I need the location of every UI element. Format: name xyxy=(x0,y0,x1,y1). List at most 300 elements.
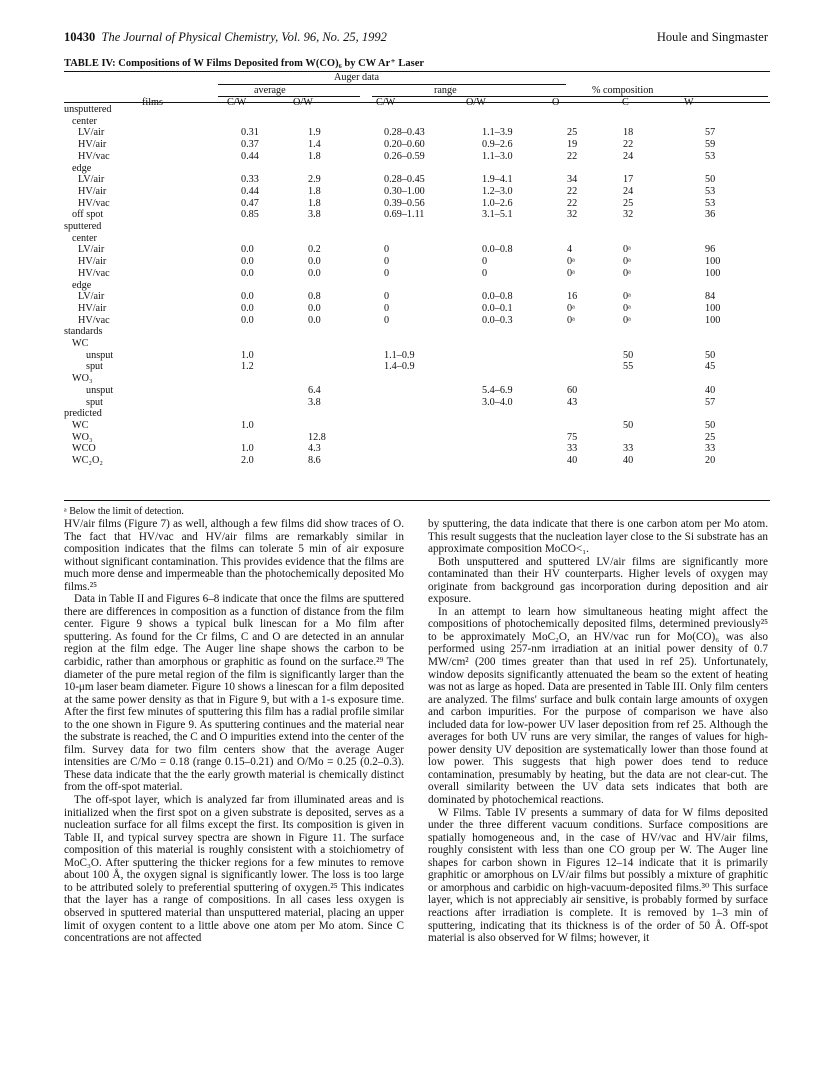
table-cell: 1.0–2.6 xyxy=(482,197,513,209)
row-label: LV/air xyxy=(78,244,105,256)
table-cell: 45 xyxy=(705,361,716,373)
group-average-header: average xyxy=(254,85,286,96)
table-cell: 0ᵃ xyxy=(623,302,631,314)
table-cell xyxy=(567,116,623,128)
table-row xyxy=(64,408,765,420)
table-cell: 33 xyxy=(567,443,578,455)
table-cell: 50 xyxy=(705,419,716,431)
table-cell xyxy=(623,280,705,292)
table-cell xyxy=(482,361,567,373)
table-cell xyxy=(384,420,482,432)
table-cell xyxy=(567,408,623,420)
table-cell xyxy=(241,373,308,385)
table-row xyxy=(64,455,765,467)
table-cell xyxy=(384,221,482,233)
col-header-o: O xyxy=(552,97,560,108)
table-cell: 17 xyxy=(623,174,634,186)
table-cell: 0.0 xyxy=(308,256,321,268)
table-cell: 0 xyxy=(384,291,390,303)
table-cell: 0 xyxy=(384,256,390,268)
table-row xyxy=(64,198,765,210)
table-cell xyxy=(705,104,765,116)
table-cell: 3.1–5.1 xyxy=(482,209,513,221)
table-row xyxy=(64,186,765,198)
table-cell: 0ᵃ xyxy=(623,244,631,256)
table-cell: 0ᵃ xyxy=(567,267,575,279)
table-cell: 75 xyxy=(567,431,578,443)
table-cell xyxy=(482,443,567,455)
table-cell: 57 xyxy=(705,396,716,408)
table-cell: 0ᵃ xyxy=(623,314,631,326)
table-cell: 0.0–0.1 xyxy=(482,302,513,314)
table-cell xyxy=(308,408,384,420)
table-cell: 50 xyxy=(623,419,634,431)
table-top-rule xyxy=(64,71,770,72)
table-cell: 0.37 xyxy=(241,139,259,151)
table-cell xyxy=(241,163,308,175)
row-label: WO₃ xyxy=(72,431,93,443)
table-cell: 55 xyxy=(623,361,634,373)
table-cell: 96 xyxy=(705,244,716,256)
table-cell: 0.47 xyxy=(241,197,259,209)
row-label: standards xyxy=(64,326,103,338)
col-header-avg-ow: O/W xyxy=(293,97,313,108)
table-cell xyxy=(567,163,623,175)
table-cell xyxy=(308,420,384,432)
table-cell xyxy=(623,432,705,444)
table-cell xyxy=(241,408,308,420)
table-row xyxy=(64,303,765,315)
table-cell xyxy=(241,104,308,116)
table-row xyxy=(64,280,765,292)
row-label: HV/vac xyxy=(78,197,110,209)
table-row xyxy=(64,244,765,256)
table-cell xyxy=(567,233,623,245)
table-cell xyxy=(705,326,765,338)
row-label: LV/air xyxy=(78,127,105,139)
row-label: WC₂O₂ xyxy=(72,455,103,467)
table-cell xyxy=(482,350,567,362)
row-label: WCO xyxy=(72,443,96,455)
table-row xyxy=(64,174,765,186)
table-cell: 0ᵃ xyxy=(567,314,575,326)
row-label: HV/air xyxy=(78,302,107,314)
table-cell: 25 xyxy=(705,431,716,443)
row-label: HV/air xyxy=(78,185,107,197)
table-cell xyxy=(308,116,384,128)
table-cell: 24 xyxy=(623,185,634,197)
table-cell xyxy=(308,338,384,350)
row-label: unsput xyxy=(86,349,114,361)
table-cell xyxy=(384,326,482,338)
table-cell: 3.0–4.0 xyxy=(482,396,513,408)
table-cell: 50 xyxy=(623,349,634,361)
table-cell xyxy=(567,326,623,338)
table-cell: 0.85 xyxy=(241,209,259,221)
table-cell xyxy=(623,233,705,245)
table-cell xyxy=(705,116,765,128)
table-cell: 0ᵃ xyxy=(623,256,631,268)
table-cell: 59 xyxy=(705,139,716,151)
table-cell: 100 xyxy=(705,256,721,268)
table-row xyxy=(64,361,765,373)
table-cell xyxy=(384,104,482,116)
table-cell: 0.0 xyxy=(241,302,254,314)
col-header-avg-cw: C/W xyxy=(227,97,247,108)
table-cell xyxy=(482,163,567,175)
table-cell xyxy=(623,326,705,338)
table-cell: 100 xyxy=(705,314,721,326)
table-cell xyxy=(567,361,623,373)
table-cell xyxy=(384,443,482,455)
table-bottom-rule xyxy=(64,500,770,501)
row-label: HV/vac xyxy=(78,150,110,162)
table-row xyxy=(64,116,765,128)
table-cell: 0.0–0.8 xyxy=(482,291,513,303)
body-column-left xyxy=(64,518,404,945)
table-cell xyxy=(482,373,567,385)
table-cell xyxy=(623,116,705,128)
table-caption: TABLE IV: Compositions of W Films Deposited from W(CO)₆ by CW Ar⁺ Laser xyxy=(64,58,425,69)
paragraph: Both unsputtered and sputtered LV/air films are significantly more contaminated than their HV counterparts. Higher levels of oxygen may originate from background gas incorporation during deposition and air exposure. xyxy=(428,555,768,606)
composition-group-rule xyxy=(532,96,768,97)
table-cell xyxy=(384,455,482,467)
table-row xyxy=(64,256,765,268)
col-header-range-cw: C/W xyxy=(376,97,396,108)
table-footnote: ᵃ Below the limit of detection. xyxy=(64,506,184,517)
table-cell: 33 xyxy=(705,443,716,455)
table-cell: 43 xyxy=(567,396,578,408)
table-cell: 0ᵃ xyxy=(567,256,575,268)
table-cell: 1.0 xyxy=(241,349,254,361)
table-cell xyxy=(623,104,705,116)
table-row xyxy=(64,163,765,175)
page-number: 10430 xyxy=(64,30,96,44)
table-row xyxy=(64,432,765,444)
table-cell: 0.2 xyxy=(308,244,321,256)
paragraph: HV/air films (Figure 7) as well, although a few films did show traces of O. The fact that HV/vac and HV/air films are remarkably similar in composition indicates that the films can tolerate 5 min of air exposure without significant contamination. This provides evidence that the films are much more dense and impermeable than the photochemically deposited Mo films.²⁵ xyxy=(64,518,404,593)
row-label: WC xyxy=(72,338,89,350)
table-cell: 6.4 xyxy=(308,384,321,396)
paragraph: by sputtering, the data indicate that there is one carbon atom per Mo atom. This result suggests that the nucleation layer close to the Si substrate has an approximate composition MoCO<₁. xyxy=(428,518,768,556)
table-row xyxy=(64,420,765,432)
table-row xyxy=(64,221,765,233)
table-cell: 53 xyxy=(705,150,716,162)
row-label: HV/air xyxy=(78,139,107,151)
table-cell: 2.9 xyxy=(308,174,321,186)
table-cell: 1.9 xyxy=(308,127,321,139)
table-cell: 4.3 xyxy=(308,443,321,455)
table-cell: 18 xyxy=(623,127,634,139)
table-cell xyxy=(482,221,567,233)
table-cell: 2.0 xyxy=(241,455,254,467)
table-cell xyxy=(705,338,765,350)
table-cell xyxy=(308,280,384,292)
table-cell: 50 xyxy=(705,174,716,186)
table-cell: 0.44 xyxy=(241,150,259,162)
table-header-rule xyxy=(64,102,770,103)
table-cell xyxy=(241,326,308,338)
table-cell xyxy=(482,338,567,350)
table-cell xyxy=(384,397,482,409)
table-cell xyxy=(482,420,567,432)
table-cell: 0.26–0.59 xyxy=(384,150,425,162)
table-row xyxy=(64,104,765,116)
table-cell xyxy=(308,104,384,116)
table-cell: 16 xyxy=(567,291,578,303)
table-cell: 19 xyxy=(567,139,578,151)
table-cell xyxy=(567,350,623,362)
table-cell xyxy=(623,221,705,233)
table-cell xyxy=(567,373,623,385)
table-cell: 0.69–1.11 xyxy=(384,209,425,221)
table-cell xyxy=(384,408,482,420)
table-cell xyxy=(482,455,567,467)
table-cell: 53 xyxy=(705,185,716,197)
row-label: unsput xyxy=(86,384,114,396)
col-header-w: W xyxy=(684,97,694,108)
table-cell: 0.30–1.00 xyxy=(384,185,425,197)
table-cell: 3.8 xyxy=(308,209,321,221)
table-cell: 0.0–0.8 xyxy=(482,244,513,256)
journal-citation: The Journal of Physical Chemistry, Vol. 96, No. 25, 1992 xyxy=(101,30,387,44)
table-cell: 0 xyxy=(384,302,390,314)
table-cell xyxy=(308,233,384,245)
table-cell: 40 xyxy=(623,455,634,467)
table-cell: 1.8 xyxy=(308,197,321,209)
table-row xyxy=(64,397,765,409)
table-cell: 0.0 xyxy=(241,267,254,279)
table-row xyxy=(64,443,765,455)
table-cell: 0.28–0.45 xyxy=(384,174,425,186)
row-label: sput xyxy=(86,361,103,373)
table-cell: 40 xyxy=(705,384,716,396)
table-cell: 22 xyxy=(567,150,578,162)
table-cell: 100 xyxy=(705,302,721,314)
table-cell: 0.9–2.6 xyxy=(482,139,513,151)
table-cell: 0ᵃ xyxy=(623,291,631,303)
table-cell xyxy=(482,116,567,128)
table-row xyxy=(64,373,765,385)
table-row xyxy=(64,338,765,350)
row-label: sputtered xyxy=(64,221,102,233)
table-row xyxy=(64,139,765,151)
table-cell: 0.0 xyxy=(241,291,254,303)
table-cell: 57 xyxy=(705,127,716,139)
table-cell: 1.0 xyxy=(241,419,254,431)
table-cell: 1.0 xyxy=(241,443,254,455)
table-cell xyxy=(482,233,567,245)
table-cell xyxy=(308,326,384,338)
table-cell: 24 xyxy=(623,150,634,162)
table-row xyxy=(64,127,765,139)
table-cell: 32 xyxy=(567,209,578,221)
table-cell xyxy=(241,432,308,444)
table-cell: 20 xyxy=(705,455,716,467)
table-cell xyxy=(384,432,482,444)
table-cell xyxy=(308,163,384,175)
table-cell xyxy=(241,385,308,397)
table-cell xyxy=(623,385,705,397)
row-label: edge xyxy=(72,162,92,174)
table-cell xyxy=(567,104,623,116)
table-cell: 100 xyxy=(705,267,721,279)
row-label: center xyxy=(72,115,97,127)
paragraph: W Films. Table IV presents a summary of data for W films deposited under the three different vacuum conditions. Surface compositions are spatially homogeneous and, in the case of HV/vac and HV/air films, roughly consistent with less than one CO group per W. The Auger line shapes for carbon shown in Figures 12–14 indicate that it is primarily graphitic or amorphous on LV/air films but possibly a mixture of graphitic or amorphous and carbidic on high-vacuum-deposited films.³⁰ This surface layer, which is not appreciably air sensitive, is probably formed by surface reactions after irradiation is complete. It is removed by 1–3 min of sputtering, indicating that its thickness is of the order of 50 Å. Off-spot material is also observed for W films; however, it xyxy=(428,806,768,945)
table-cell: 0.8 xyxy=(308,291,321,303)
table-row xyxy=(64,209,765,221)
table-cell xyxy=(705,163,765,175)
table-cell xyxy=(384,280,482,292)
table-cell xyxy=(384,385,482,397)
table-cell: 4 xyxy=(567,244,573,256)
table-cell: 33 xyxy=(623,443,634,455)
table-cell xyxy=(482,104,567,116)
table-cell: 1.4–0.9 xyxy=(384,361,415,373)
table-cell: 34 xyxy=(567,174,578,186)
table-cell: 0.0 xyxy=(241,314,254,326)
paragraph: The off-spot layer, which is analyzed far from illuminated areas and is initialized when the first spot on a given substrate is deposited, serves as a nucleation surface for all films except the first. Its composition is given in Table II, and typical survey spectra are shown in Figure 11. The surface composition of this material is roughly consistent with a stoichiometry of MoC₃O. After sputtering the thicker regions for a few minutes to remove about 100 Å, the oxygen signal is significantly lower. The loss is too large to be attributed solely to preferential sputtering of oxygen.²⁵ This indicates that the layer has a range of compositions. In all cases less oxygen is observed in sputtered material than unsputtered material, placing an upper limit of oxygen content to a little above one atom per Mo atom. Since C concentrations are not affected xyxy=(64,794,404,945)
table-cell xyxy=(567,420,623,432)
table-cell xyxy=(705,221,765,233)
table-cell: 1.1–0.9 xyxy=(384,349,415,361)
page-header xyxy=(64,30,768,48)
table-cell xyxy=(308,350,384,362)
table-row xyxy=(64,326,765,338)
table-cell xyxy=(623,408,705,420)
table-cell: 0.44 xyxy=(241,185,259,197)
table-cell xyxy=(241,233,308,245)
table-cell xyxy=(623,373,705,385)
table-cell: 32 xyxy=(623,209,634,221)
group-auger-header: Auger data xyxy=(334,72,379,83)
table-cell: 50 xyxy=(705,349,716,361)
composition-table xyxy=(64,104,765,467)
table-cell: 36 xyxy=(705,209,716,221)
table-cell: 0 xyxy=(384,267,390,279)
table-cell xyxy=(705,373,765,385)
table-cell: 22 xyxy=(567,197,578,209)
table-cell: 25 xyxy=(623,197,634,209)
table-cell xyxy=(705,280,765,292)
row-label: HV/vac xyxy=(78,267,110,279)
table-cell xyxy=(241,221,308,233)
table-cell xyxy=(482,432,567,444)
table-cell xyxy=(384,163,482,175)
col-header-range-ow: O/W xyxy=(466,97,486,108)
table-cell: 0.39–0.56 xyxy=(384,197,425,209)
table-cell xyxy=(705,233,765,245)
table-cell xyxy=(241,280,308,292)
table-cell xyxy=(241,338,308,350)
table-cell xyxy=(567,280,623,292)
group-range-header: range xyxy=(434,85,457,96)
table-cell: 1.2–3.0 xyxy=(482,185,513,197)
row-label: WO₃ xyxy=(72,373,93,385)
table-row xyxy=(64,350,765,362)
row-label: unsputtered xyxy=(64,104,112,115)
table-cell xyxy=(705,408,765,420)
table-cell: 0.28–0.43 xyxy=(384,127,425,139)
row-label: edge xyxy=(72,279,92,291)
table-cell xyxy=(623,163,705,175)
table-cell xyxy=(567,221,623,233)
body-column-right xyxy=(428,518,768,945)
col-header-c: C xyxy=(622,97,629,108)
table-cell xyxy=(308,373,384,385)
group-composition-header: % composition xyxy=(592,85,654,96)
table-cell: 0ᵃ xyxy=(567,302,575,314)
table-cell: 1.8 xyxy=(308,150,321,162)
row-label: off spot xyxy=(72,209,104,221)
table-row xyxy=(64,315,765,327)
row-label: LV/air xyxy=(78,174,105,186)
table-cell: 0.0–0.3 xyxy=(482,314,513,326)
table-cell: 12.8 xyxy=(308,431,326,443)
table-cell: 0.0 xyxy=(241,256,254,268)
table-cell: 0 xyxy=(384,314,390,326)
table-cell: 1.1–3.0 xyxy=(482,150,513,162)
paragraph: In an attempt to learn how simultaneous heating might affect the compositions of photochemically deposited films, determined previously²⁵ to be approximately MoC₂O, an HV/vac run for Mo(CO)₆ was also performed using 257-nm irradiation at an initial power density of 0.7 MW/cm² (200 times greater than that used in ref 25). Unfortunately, window deposits significantly attenuated the beam so the extent of heating was not as large as hoped. Data are presented in Table III. Only film centers are analyzed. The films' surface and bulk contain large amounts of oxygen and carbon impurities. For the purpose of comparison we have also included data for low-power UV laser deposition from ref 25. Although the averages for both UV runs are very similar, the ranges of values for high-power density UV deposition are systematically lower than those found at low power. This suggests that high power does tend to reduce contamination, presumably by heating, but the data are not clear-cut. The overall similarity between the UV data sets indicates that both are dominated by photochemical reactions. xyxy=(428,605,768,807)
table-cell xyxy=(241,397,308,409)
row-label: predicted xyxy=(64,408,102,420)
table-cell: 0.0 xyxy=(241,244,254,256)
table-cell: 1.2 xyxy=(241,361,254,373)
paragraph: Data in Table II and Figures 6–8 indicate that once the films are sputtered there are differences in composition as a function of distance from the film center. Figure 9 shows a typical bulk linescan for a Mo film after sputtering. As found for the Cr films, C and O are detected in an annular region at the film edge. The Auger line shape shows the carbon to be carbidic, rather than amorphous or graphitic as found on the surface.²⁹ The diameter of the pure metal region of the film is significantly larger than the 10-μm laser beam diameter. Figure 10 shows a linescan for a film deposited at the same power density as that in Figure 9, but with a 1-s exposure time. After the first few minutes of sputtering this film has a radial profile similar to the one shown in Figure 9. As sputtering continues and the material near the substrate is reached, the C and O impurities extend into the center of the film. Survey data for two film centers show that the average Auger intensities are C/Mo = 0.18 (range 0.15–0.21) and O/Mo = 0.25 (0.2–0.3). These data indicate that the the early growth material is chemically distinct from the off-spot material. xyxy=(64,593,404,794)
running-authors: Houle and Singmaster xyxy=(656,30,768,44)
table-cell: 8.6 xyxy=(308,455,321,467)
table-cell: 53 xyxy=(705,197,716,209)
table-cell xyxy=(623,397,705,409)
table-cell xyxy=(384,116,482,128)
table-row xyxy=(64,233,765,245)
table-cell: 0.0 xyxy=(308,267,321,279)
table-cell: 40 xyxy=(567,455,578,467)
table-cell: 1.9–4.1 xyxy=(482,174,513,186)
row-label: HV/air xyxy=(78,256,107,268)
table-cell: 0 xyxy=(482,267,488,279)
table-cell xyxy=(308,361,384,373)
row-label: HV/vac xyxy=(78,314,110,326)
table-cell xyxy=(384,338,482,350)
table-cell xyxy=(567,338,623,350)
table-row xyxy=(64,268,765,280)
table-cell xyxy=(623,338,705,350)
table-cell xyxy=(241,116,308,128)
table-cell xyxy=(482,326,567,338)
row-label: center xyxy=(72,232,97,244)
table-cell: 0.0 xyxy=(308,302,321,314)
row-label: LV/air xyxy=(78,291,105,303)
table-cell: 22 xyxy=(567,185,578,197)
table-cell xyxy=(482,280,567,292)
table-cell: 5.4–6.9 xyxy=(482,384,513,396)
table-cell: 1.1–3.9 xyxy=(482,127,513,139)
table-cell: 25 xyxy=(567,127,578,139)
table-row xyxy=(64,291,765,303)
table-cell: 0ᵃ xyxy=(623,267,631,279)
table-cell: 1.8 xyxy=(308,185,321,197)
row-label: WC xyxy=(72,419,89,431)
table-cell: 84 xyxy=(705,291,716,303)
table-cell xyxy=(482,408,567,420)
table-row xyxy=(64,151,765,163)
table-cell: 3.8 xyxy=(308,396,321,408)
table-cell: 1.4 xyxy=(308,139,321,151)
table-cell xyxy=(384,233,482,245)
table-cell: 0 xyxy=(482,256,488,268)
table-cell: 0.0 xyxy=(308,314,321,326)
